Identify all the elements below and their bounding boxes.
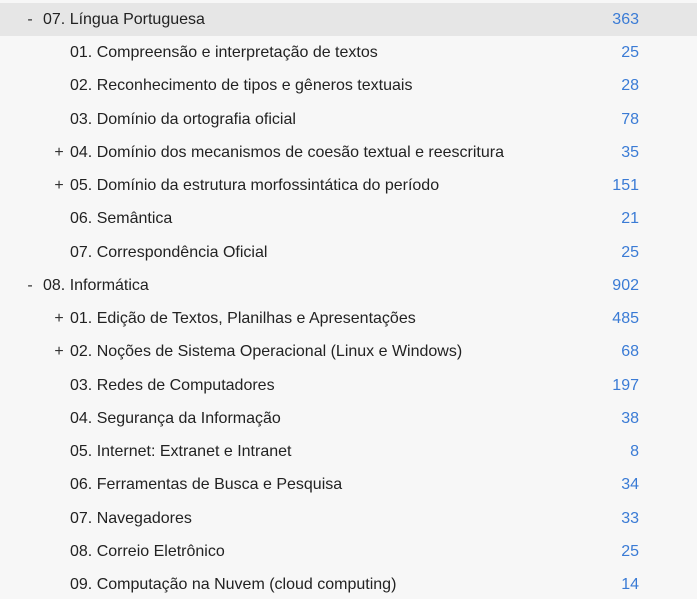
tree-row-label[interactable]: 07. Correspondência Oficial	[70, 244, 268, 261]
tree-row[interactable]	[0, 302, 697, 335]
expand-toggle[interactable]: +	[54, 310, 64, 327]
tree-row-label[interactable]: 08. Informática	[43, 277, 149, 294]
tree-row[interactable]	[0, 435, 697, 468]
tree-row-label[interactable]: 01. Compreensão e interpretação de textos	[70, 44, 378, 61]
tree-row-informatica[interactable]	[0, 269, 697, 302]
tree-row[interactable]	[0, 468, 697, 501]
tree-row-label[interactable]: 07. Navegadores	[70, 510, 192, 527]
tree-row[interactable]	[0, 136, 697, 169]
tree-row-label[interactable]: 08. Correio Eletrônico	[70, 543, 225, 560]
tree-row-label[interactable]: 03. Domínio da ortografia oficial	[70, 111, 296, 128]
tree-row-label[interactable]: 06. Semântica	[70, 210, 173, 227]
tree-row[interactable]	[0, 566, 697, 599]
tree-row[interactable]	[0, 369, 697, 402]
tree-row[interactable]	[0, 502, 697, 535]
tree-row[interactable]	[0, 202, 697, 235]
tree-row[interactable]	[0, 69, 697, 102]
tree-row[interactable]	[0, 169, 697, 202]
collapse-toggle[interactable]: -	[27, 11, 33, 28]
question-count: 25	[621, 543, 639, 560]
question-count: 902	[612, 277, 639, 294]
question-count: 8	[630, 443, 639, 460]
tree-row[interactable]	[0, 103, 697, 136]
tree-row[interactable]	[0, 236, 697, 269]
tree-row-label[interactable]: 03. Redes de Computadores	[70, 377, 275, 394]
question-count: 34	[621, 476, 639, 493]
collapse-toggle[interactable]: -	[27, 277, 33, 294]
tree-row-label[interactable]: 07. Língua Portuguesa	[43, 11, 205, 28]
question-count: 33	[621, 510, 639, 527]
tree-row-label[interactable]: 05. Internet: Extranet e Intranet	[70, 443, 292, 460]
expand-toggle[interactable]: +	[54, 343, 64, 360]
tree-row-lingua-portuguesa[interactable]	[0, 3, 697, 36]
tree-row[interactable]	[0, 335, 697, 368]
tree-row[interactable]	[0, 535, 697, 568]
tree-row-label[interactable]: 06. Ferramentas de Busca e Pesquisa	[70, 476, 343, 493]
question-count: 363	[612, 11, 639, 28]
question-count: 78	[621, 111, 639, 128]
expand-toggle[interactable]: +	[54, 177, 64, 194]
question-count: 14	[621, 576, 639, 593]
question-count: 197	[612, 377, 639, 394]
expand-toggle[interactable]: +	[54, 144, 64, 161]
tree-row[interactable]	[0, 36, 697, 69]
tree-row-label[interactable]: 01. Edição de Textos, Planilhas e Apresentações	[70, 310, 416, 327]
question-count: 25	[621, 244, 639, 261]
question-count: 485	[612, 310, 639, 327]
tree-row-label[interactable]: 05. Domínio da estrutura morfossintática do período	[70, 177, 440, 194]
tree-row-label[interactable]: 02. Reconhecimento de tipos e gêneros textuais	[70, 77, 413, 94]
question-count: 68	[621, 343, 639, 360]
tree-row-label[interactable]: 04. Segurança da Informação	[70, 410, 281, 427]
tree-row-label[interactable]: 04. Domínio dos mecanismos de coesão textual e reescritura	[70, 144, 504, 161]
tree-row-label[interactable]: 09. Computação na Nuvem (cloud computing)	[70, 576, 397, 593]
question-count: 28	[621, 77, 639, 94]
question-count: 21	[621, 210, 639, 227]
question-count: 35	[621, 144, 639, 161]
tree-row[interactable]	[0, 402, 697, 435]
question-count: 151	[612, 177, 639, 194]
tree-row-label[interactable]: 02. Noções de Sistema Operacional (Linux e Windows)	[70, 343, 463, 360]
question-count: 25	[621, 44, 639, 61]
question-count: 38	[621, 410, 639, 427]
